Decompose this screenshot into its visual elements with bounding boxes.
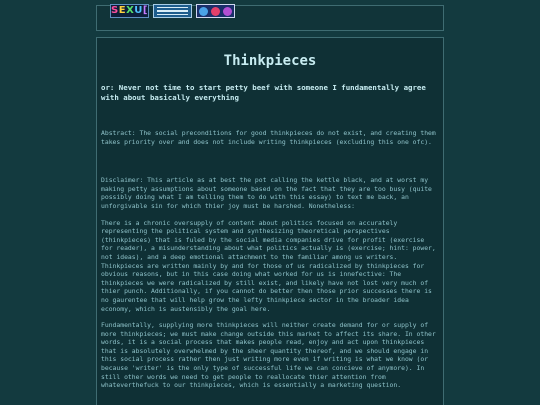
article-container [96, 37, 444, 405]
badge-letter: [ [142, 5, 148, 16]
sexy-badge-link[interactable] [110, 4, 149, 18]
badge-letter: E [118, 5, 127, 16]
article-subtitle: or: Never not time to start petty beef with someone I fundamentally agree with about basically everything [101, 83, 426, 102]
badge-letter: S [111, 5, 119, 16]
link-icon [211, 7, 220, 16]
line-icon [157, 10, 188, 11]
circle-icon [223, 7, 232, 16]
line-icon [157, 14, 188, 15]
line-icon [157, 7, 188, 8]
lines-badge-link[interactable] [153, 4, 192, 18]
badge-letter: U [134, 5, 143, 16]
article-title: Thinkpieces [223, 53, 317, 69]
body-paragraph: There is a chronic oversupply of content about politics focused on accurately representing the political system and synthesizing theoretical perspectives (thinkpieces) that is fuled by the social media companies drive for profit (exercise for reader), a misunderstanding about what politics actually is (exercise; hint: power, not ideas), and a deep emotional attachment to the familiar among us writers. Thinkpieces are written mainly by and for those of us radicalized by thinkpieces for obvious reasons, but in this case doing what worked for us is innefective: The thinkpieces we were radicalized by still exist, and likely have not lost very much of thier punch. Additionally, if you cannot do better then those prior successes there is no gaurentee that will help grow the lefty thinkpiece sector in the broader idea economy, which is austensibly the goal here. [101, 218, 436, 313]
body-paragraph: Fundamentally, supplying more thinkpieces will neither create demand for or supply of more thinkpieces; we must make change outside this market to affect its share. In other words, it is a social process that makes people read, enjoy and act upon thinkpieces that is absolutely overwhelmed by the sheer quantity thereof, and we should engage in this social process rather then just writing more even if writing is what we know (or because 'writer' is the only type of successful life we can concieve of anymore). In still other words we need to get people to reallocate thier attention from whateverthefuck to our thinkpieces, which is essentially a marketing question. [101, 321, 436, 390]
badge-letter: X [126, 5, 135, 16]
disclaimer-paragraph: Disclaimer: This article as at best the pot calling the kettle black, and at worst my making petty assumptions about someone based on the fact that they are too busy (quite possibly doing what I am telling them to do with this essay) to text me back, an unforgivable sin for which thier joy must be harshed. Nonetheless: [101, 176, 432, 210]
social-badge-link[interactable] [196, 4, 235, 18]
badge-row [110, 4, 235, 20]
abstract-paragraph: Abstract: The social preconditions for good thinkpieces do not exist, and creating them takes priority over and does not include writing thinkpieces (excluding this one ofc). [101, 129, 436, 146]
twitter-icon [199, 7, 208, 16]
